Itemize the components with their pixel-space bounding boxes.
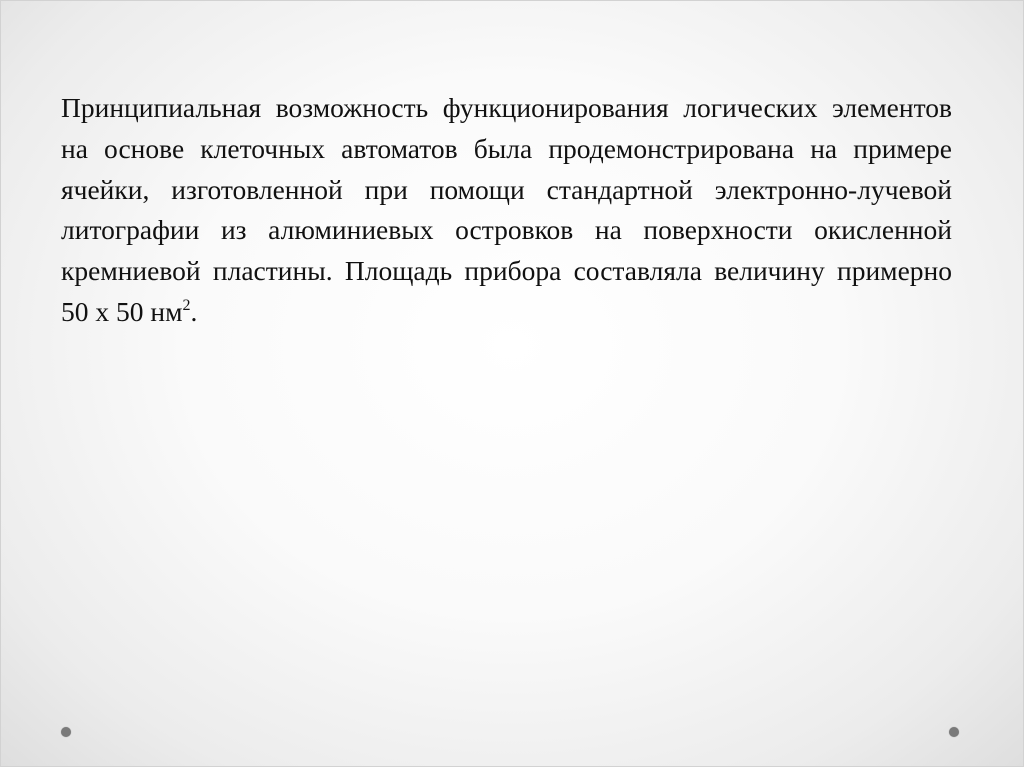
bottom-right-dot-icon bbox=[949, 727, 959, 737]
slide-body-paragraph bbox=[61, 88, 952, 333]
slide-border-top bbox=[0, 0, 1024, 1]
slide-border-left bbox=[0, 0, 1, 767]
bottom-left-dot-icon bbox=[61, 727, 71, 737]
paragraph-end-punctuation: . bbox=[190, 295, 198, 327]
superscript-exponent: 2 bbox=[182, 296, 191, 314]
paragraph-text: Принципиальная возможность функционирования логических элементов на основе клеточных автоматов была продемонстрирована на примере ячейки, изготовленной при помощи стандартной электронно-лучевой литографии из алюминиевых островков на поверхности окисленной кремниевой пластины. Площадь прибора составляла величину примерно 50 х 50 нм bbox=[61, 92, 952, 327]
